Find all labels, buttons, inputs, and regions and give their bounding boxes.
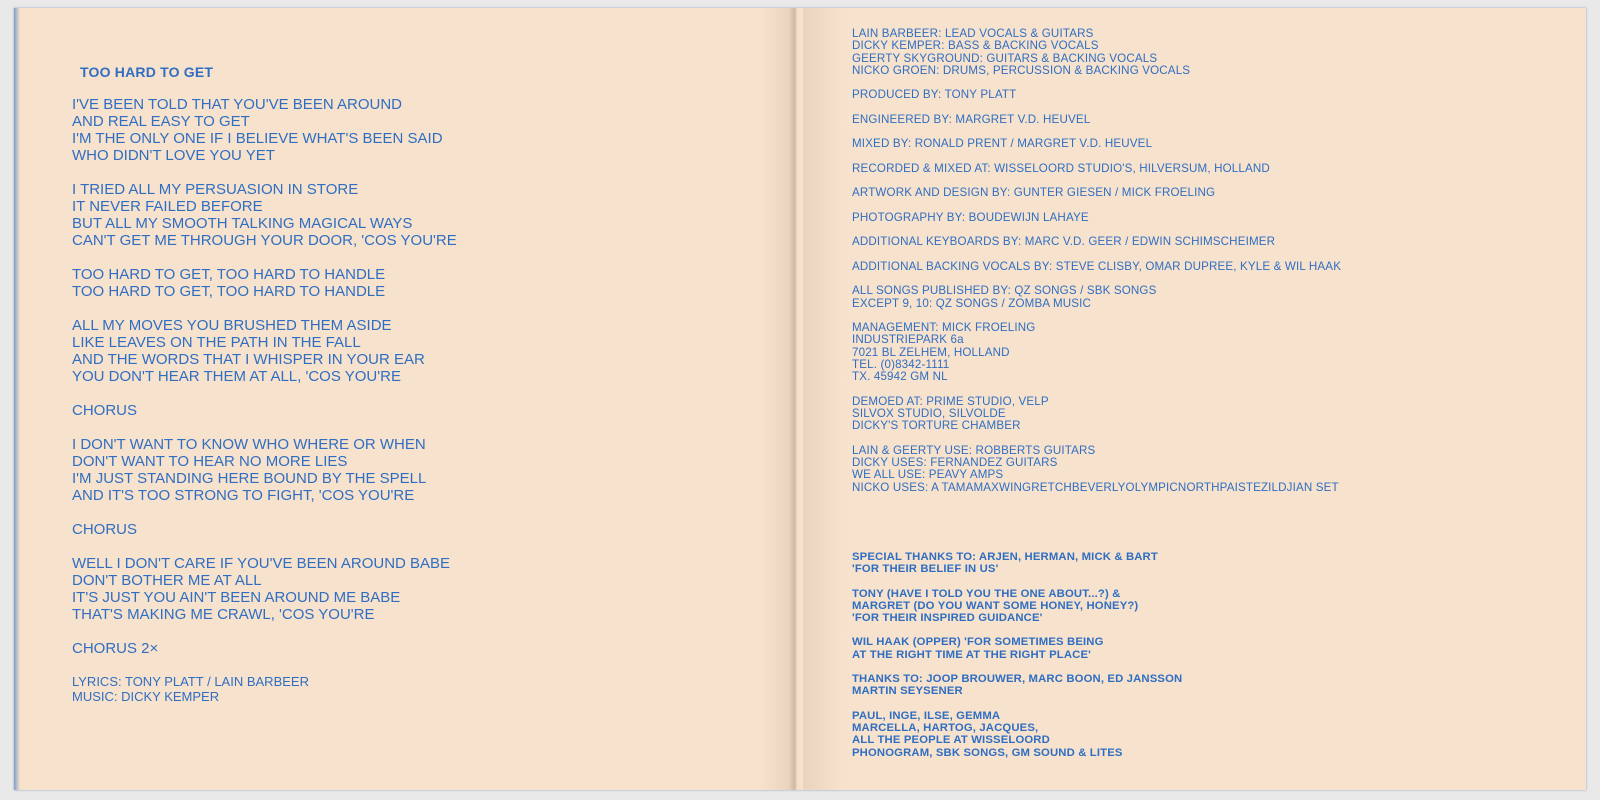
credit-line: EXCEPT 9, 10: QZ SONGS / ZOMBA MUSIC [852,296,1092,310]
credit-line: ADDITIONAL KEYBOARDS BY: MARC V.D. GEER / EDWIN SCHIMSCHEIMER [852,235,1276,249]
thanks-line: SPECIAL THANKS TO: ARJEN, HERMAN, MICK & BART [852,551,1158,563]
credit-block [852,261,1552,273]
lyric-line: BUT ALL MY SMOOTH TALKING MAGICAL WAYS [72,215,413,232]
credit-line: SILVOX STUDIO, SILVOLDE [852,407,1006,420]
song-title: TOO HARD TO GET [80,64,214,80]
lyric-block [72,402,632,419]
credit-line: DEMOED AT: PRIME STUDIO, VELP [852,394,1049,408]
lyric-block [72,521,632,538]
lyric-line: TOO HARD TO GET, TOO HARD TO HANDLE [72,283,386,300]
credit-block [852,89,1552,101]
lyric-line: WHO DIDN'T LOVE YOU YET [72,147,275,164]
lyric-line: I'M THE ONLY ONE IF I BELIEVE WHAT'S BEEN SAID [72,130,443,147]
album-credits [852,28,1552,506]
credit-line: LAIN BARBEER: LEAD VOCALS & GUITARS [852,27,1094,40]
lyric-block [72,555,632,623]
lyric-line: CHORUS [72,402,138,419]
lyric-line: CHORUS [72,521,138,538]
credit-line: PRODUCED BY: TONY PLATT [852,88,1017,102]
credit-block [852,285,1552,310]
credit-line: WE ALL USE: PEAVY AMPS [852,468,1004,482]
songwriting-credits [72,674,632,704]
lyric-line: CAN'T GET ME THROUGH YOUR DOOR, 'COS YOU'RE [72,232,457,249]
lyric-line: YOU DON'T HEAR THEM AT ALL, 'COS YOU'RE [72,368,401,385]
thanks-block [852,710,1552,759]
lyric-line: TOO HARD TO GET, TOO HARD TO HANDLE [72,266,386,283]
lyric-line: I'VE BEEN TOLD THAT YOU'VE BEEN AROUND [72,96,402,113]
lyric-line: AND IT'S TOO STRONG TO FIGHT, 'COS YOU'RE [72,487,415,504]
lyric-line: DON'T WANT TO HEAR NO MORE LIES [72,453,348,470]
thanks-line: ALL THE PEOPLE AT WISSELOORD [852,734,1050,747]
credit-block [852,187,1552,199]
lyric-line: LIKE LEAVES ON THE PATH IN THE FALL [72,334,361,351]
lyric-line: CHORUS 2× [72,640,159,657]
credit-line: TX. 45942 GM NL [852,370,948,384]
credit-block [852,322,1552,383]
lyric-block [72,640,632,657]
thanks-line: 'FOR THEIR BELIEF IN US' [852,563,999,576]
credit-line: LAIN & GEERTY USE: ROBBERTS GUITARS [852,443,1096,457]
credit-line: NICKO USES: A TAMAMAXWINGRETCHBEVERLYOLYMPICNORTHPAISTEZILDJIAN SET [852,480,1339,494]
lyric-line: I TRIED ALL MY PERSUASION IN STORE [72,181,359,198]
credit-line: 7021 BL ZELHEM, HOLLAND [852,345,1010,359]
credit-block [852,212,1552,224]
credit-block [852,163,1552,175]
credit-line: ENGINEERED BY: MARGRET V.D. HEUVEL [852,112,1091,126]
lyric-line: WELL I DON'T CARE IF YOU'VE BEEN AROUND BABE [72,555,451,572]
fold-shadow-left [760,8,790,790]
thanks-line: MARTIN SEYSENER [852,685,963,698]
thanks-block [852,551,1552,576]
thanks-line: AT THE RIGHT TIME AT THE RIGHT PLACE' [852,648,1091,661]
music-credit: MUSIC: DICKY KEMPER [72,689,220,704]
credit-line: ARTWORK AND DESIGN BY: GUNTER GIESEN / MICK FROELING [852,186,1216,200]
lyric-block [72,317,632,385]
credit-block [852,28,1552,77]
credit-line: GEERTY SKYGROUND: GUITARS & BACKING VOCALS [852,51,1158,65]
thanks-block [852,673,1552,698]
lyric-block [72,96,632,164]
credit-line: RECORDED & MIXED AT: WISSELOORD STUDIO'S, HILVERSUM, HOLLAND [852,161,1270,175]
credit-block [852,114,1552,126]
credit-line: NICKO GROEN: DRUMS, PERCUSSION & BACKING VOCALS [852,63,1191,77]
lyrics-stanzas [72,96,632,657]
thanks-line: TONY (HAVE I TOLD YOU THE ONE ABOUT...?) & [852,587,1121,600]
lyric-block [72,266,632,300]
credit-line: DICKY'S TORTURE CHAMBER [852,419,1021,433]
thanks-line: PAUL, INGE, ILSE, GEMMA [852,709,1001,722]
lyrics-credit: LYRICS: TONY PLATT / LAIN BARBEER [72,674,309,689]
credit-line: MANAGEMENT: MICK FROELING [852,321,1036,335]
lyric-line: ALL MY MOVES YOU BRUSHED THEM ASIDE [72,317,392,334]
fold-shadow-right [803,8,843,790]
lyric-line: IT NEVER FAILED BEFORE [72,198,263,215]
album-thanks [852,551,1552,771]
thanks-line: MARCELLA, HARTOG, JACQUES, [852,721,1039,734]
thanks-line: MARGRET (DO YOU WANT SOME HONEY, HONEY?) [852,599,1139,612]
thanks-line: 'FOR THEIR INSPIRED GUIDANCE' [852,612,1043,625]
thanks-block [852,636,1552,661]
thanks-line: WIL HAAK (OPPER) 'FOR SOMETIMES BEING [852,636,1104,649]
credit-line: DICKY KEMPER: BASS & BACKING VOCALS [852,39,1099,53]
booklet-left-edge [14,8,20,790]
lyric-line: IT'S JUST YOU AIN'T BEEN AROUND ME BABE [72,589,401,606]
credit-line: MIXED BY: RONALD PRENT / MARGRET V.D. HEUVEL [852,137,1153,151]
credit-block [852,445,1552,494]
lyric-block [72,181,632,249]
credit-line: PHOTOGRAPHY BY: BOUDEWIJN LAHAYE [852,210,1089,224]
booklet-spine [789,8,803,790]
lyric-line: DON'T BOTHER ME AT ALL [72,572,262,589]
lyric-line: AND REAL EASY TO GET [72,113,250,130]
credit-line: ALL SONGS PUBLISHED BY: QZ SONGS / SBK SONGS [852,284,1157,298]
lyric-block [72,436,632,504]
lyric-line: AND THE WORDS THAT I WHISPER IN YOUR EAR [72,351,425,368]
credit-line: TEL. (0)8342-1111 [852,357,950,371]
credit-block [852,396,1552,433]
thanks-line: PHONOGRAM, SBK SONGS, GM SOUND & LITES [852,746,1123,759]
lyric-line: I DON'T WANT TO KNOW WHO WHERE OR WHEN [72,436,426,453]
thanks-block [852,588,1552,625]
lyric-line: I'M JUST STANDING HERE BOUND BY THE SPELL [72,470,427,487]
thanks-line: THANKS TO: JOOP BROUWER, MARC BOON, ED JANSSON [852,673,1183,686]
credit-line: INDUSTRIEPARK 6a [852,333,964,347]
credit-line: DICKY USES: FERNANDEZ GUITARS [852,456,1058,470]
credit-block [852,236,1552,248]
credit-block [852,138,1552,150]
credit-line: ADDITIONAL BACKING VOCALS BY: STEVE CLISBY, OMAR DUPREE, KYLE & WIL HAAK [852,259,1342,273]
lyrics-page [72,64,632,704]
lyric-line: THAT'S MAKING ME CRAWL, 'COS YOU'RE [72,606,375,623]
